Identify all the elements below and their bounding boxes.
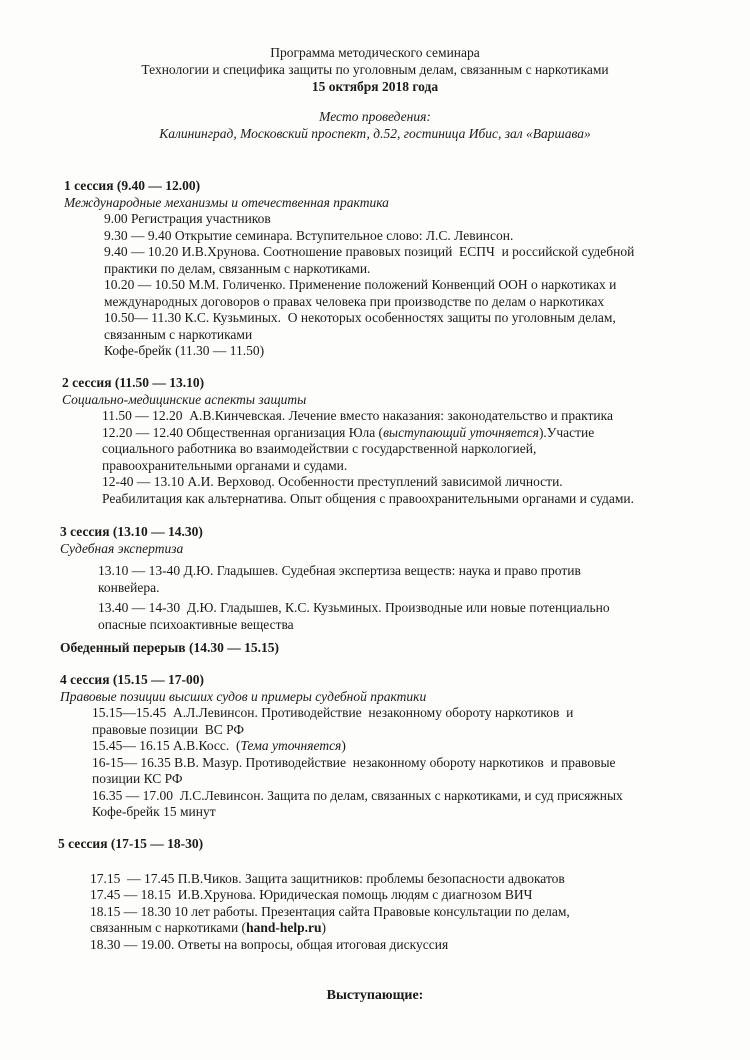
agenda-item: 16-15— 16.35 В.В. Мазур. Противодействие незаконному обороту наркотиков и правовые (92, 754, 616, 770)
session-1 (0, 178, 750, 360)
agenda-item: 11.50 — 12.20 А.В.Кинчевская. Лечение вместо наказания: законодательство и практика (102, 408, 613, 423)
agenda-item: 15.45— 16.15 А.В.Косс. (Тема уточняется) (92, 738, 346, 753)
coffee-break: Кофе-брейк (11.30 — 11.50) (104, 343, 265, 358)
agenda-item: 12.20 — 12.40 Общественная организация Юла (выступающий уточняется).Участие (102, 424, 595, 440)
session-2 (0, 375, 750, 507)
session-1-topic: Международные механизмы и отечественная практика (64, 194, 389, 210)
agenda-item-cont: связанным с наркотиками (hand-help.ru) (90, 920, 326, 935)
speakers-heading: Выступающие: (326, 988, 424, 1003)
program-title: Программа методического семинара (270, 45, 480, 60)
venue-label: Место проведения: (319, 109, 431, 124)
agenda-item: 13.40 — 14-30 Д.Ю. Гладышев, К.С. Кузьминых. Производные или новые потенциально (98, 600, 610, 615)
agenda-item: 15.15—15.45 А.Л.Левинсон. Противодействие незаконному обороту наркотиков и (92, 705, 574, 720)
agenda-item-cont: международных договоров о правах человека при производстве по делам о наркотиках (104, 293, 605, 309)
agenda-item: 9.40 — 10.20 И.В.Хрунова. Соотношение правовых позиций ЕСПЧ и российской судебной (104, 244, 635, 259)
agenda-item: 16.35 — 17.00 Л.С.Левинсон. Защита по делам, связанных с наркотиками, и суд присяжных (92, 787, 623, 803)
lunch-break (0, 640, 750, 657)
agenda-item: 17.15 — 17.45 П.В.Чиков. Защита защитников: проблемы безопасности адвокатов (90, 870, 565, 886)
session-2-title: 2 сессия (11.50 — 13.10) (62, 375, 205, 390)
agenda-item-cont: позиции КС РФ (92, 771, 183, 786)
agenda-item: 12-40 — 13.10 А.И. Верховод. Особенности преступлений зависимой личности. (102, 474, 563, 489)
seminar-title: Технологии и специфика защиты по уголовным делам, связанным с наркотиками (141, 62, 609, 77)
agenda-item-cont: правоохранительными органами и судами. (102, 457, 348, 473)
agenda-item-cont: связанным с наркотиками (104, 326, 253, 342)
lunch-title: Обеденный перерыв (14.30 — 15.15) (60, 640, 279, 655)
seminar-date: 15 октября 2018 года (311, 79, 439, 94)
coffee-break: Кофе-брейк 15 минут (92, 804, 216, 819)
session-3 (0, 524, 750, 633)
document-header (0, 44, 750, 95)
session-3-title: 3 сессия (13.10 — 14.30) (60, 524, 203, 539)
session-5-title: 5 сессия (17-15 — 18-30) (58, 836, 204, 851)
session-3-topic: Судебная экспертиза (60, 540, 184, 556)
agenda-item-cont: правовые позиции ВС РФ (92, 721, 245, 737)
agenda-item: 13.10 — 13-40 Д.Ю. Гладышев. Судебная экспертиза веществ: наука и право против (98, 563, 581, 578)
agenda-item: 17.45 — 18.15 И.В.Хрунова. Юридическая помощь людям с диагнозом ВИЧ (90, 887, 533, 902)
agenda-item-cont: конвейера. (98, 579, 160, 595)
session-4-title: 4 сессия (15.15 — 17-00) (60, 672, 204, 687)
agenda-item-cont: практики по делам, связанным с наркотиками. (104, 260, 371, 276)
session-1-title: 1 сессия (9.40 — 12.00) (64, 178, 201, 193)
agenda-item-cont: Реабилитация как альтернатива. Опыт общения с правоохранительными органами и судами. (102, 490, 634, 506)
agenda-item: 9.00 Регистрация участников (104, 211, 271, 226)
agenda-item: 18.30 — 19.00. Ответы на вопросы, общая итоговая дискуссия (90, 936, 449, 952)
agenda-item: 18.15 — 18.30 10 лет работы. Презентация сайта Правовые консультации по делам, (90, 903, 570, 919)
session-4-topic: Правовые позиции высших судов и примеры судебной практики (60, 688, 427, 704)
session-5 (0, 836, 750, 953)
venue-block (0, 108, 750, 142)
agenda-item-cont: опасные психоактивные вещества (98, 616, 294, 632)
agenda-item-cont: социального работника во взаимодействии с государственной наркологией, (102, 441, 537, 456)
agenda-item: 9.30 — 9.40 Открытие семинара. Вступительное слово: Л.С. Левинсон. (104, 227, 514, 243)
session-2-topic: Социально-медицинские аспекты защиты (62, 391, 307, 407)
venue-address: Калининград, Московский проспект, д.52, гостиница Ибис, зал «Варшава» (159, 126, 591, 141)
session-4 (0, 672, 750, 821)
agenda-item: 10.50— 11.30 К.С. Кузьминых. О некоторых особенностях защиты по уголовным делам, (104, 310, 616, 325)
agenda-item: 10.20 — 10.50 М.М. Голиченко. Применение положений Конвенций ООН о наркотиках и (104, 277, 617, 292)
